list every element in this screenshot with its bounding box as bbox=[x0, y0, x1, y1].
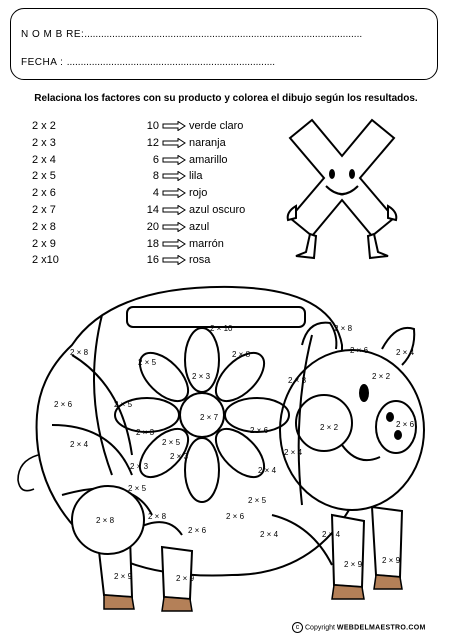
multiplication-sign-mascot bbox=[282, 116, 402, 266]
factors: 2 x 7 bbox=[32, 204, 56, 216]
pig-region-label: 2 × 6 bbox=[350, 346, 369, 355]
copyright-icon: c bbox=[292, 622, 303, 633]
color-name: naranja bbox=[189, 136, 226, 149]
pig-region-label: 2 × 5 bbox=[128, 484, 147, 493]
color-name: marrón bbox=[189, 237, 224, 250]
date-label: FECHA : bbox=[21, 57, 64, 68]
pig-region-label: 2 × 5 bbox=[138, 358, 157, 367]
instruction: Relaciona los factores con su producto y colorea el dibujo según los resultados. bbox=[34, 93, 418, 104]
arrow-right-icon bbox=[162, 155, 186, 165]
pig-region-label: 2 × 2 bbox=[372, 372, 391, 381]
pig-region-label: 2 × 2 bbox=[320, 423, 339, 432]
product: 16 bbox=[146, 254, 159, 267]
name-dots: .................................................................................................... bbox=[84, 29, 363, 40]
pig-region-label: 2 × 3 bbox=[192, 372, 211, 381]
pig-region-label: 2 × 8 bbox=[334, 324, 353, 333]
factors: 2 x 9 bbox=[32, 237, 56, 250]
pig-region-label: 2 × 4 bbox=[260, 530, 279, 539]
pig-region-label: 2 × 8 bbox=[96, 516, 115, 525]
arrow-right-icon bbox=[162, 205, 186, 215]
copyright-text: Copyright bbox=[305, 624, 335, 632]
pig-region-label: 2 × 5 bbox=[162, 438, 181, 447]
product: 10 bbox=[146, 120, 159, 132]
pig-region-label: 2 × 8 bbox=[148, 512, 167, 521]
arrow-right-icon bbox=[162, 171, 186, 181]
pig-region-label: 2 × 6 bbox=[396, 420, 415, 429]
pig-region-label: 2 × 8 bbox=[232, 350, 251, 359]
pig-region-label: 2 × 5 bbox=[114, 400, 133, 409]
color-name: lila bbox=[189, 170, 203, 183]
arrow-right-icon bbox=[162, 138, 186, 148]
header-box bbox=[10, 8, 438, 80]
pig-region-label: 2 × 9 bbox=[176, 574, 195, 583]
pig-region-label: 2 × 7 bbox=[200, 413, 219, 422]
arrow-right-icon bbox=[162, 255, 186, 265]
pig-region-label: 2 × 4 bbox=[284, 448, 303, 457]
factors: 2 x 6 bbox=[32, 187, 56, 200]
product: 18 bbox=[146, 237, 159, 250]
color-name: rojo bbox=[189, 187, 208, 200]
pig-region-label: 2 × 4 bbox=[258, 466, 277, 475]
name-label: N O M B RE: bbox=[21, 29, 85, 40]
factors: 2 x 5 bbox=[32, 170, 56, 183]
pig-region-label: 2 × 6 bbox=[250, 426, 269, 435]
product: 6 bbox=[152, 153, 159, 166]
pig-region-label: 2 × 6 bbox=[54, 400, 73, 409]
pig-region-label: 2 × 9 bbox=[344, 560, 363, 569]
pig-region-label: 2 × 5 bbox=[248, 496, 267, 505]
color-name: azul bbox=[189, 220, 210, 233]
pig-region-label: 2 × 4 bbox=[70, 440, 89, 449]
site-name: WEBDELMAESTRO.COM bbox=[336, 624, 426, 632]
pig-region-label: 2 × 8 bbox=[288, 376, 307, 385]
pig-region-label: 2 × 6 bbox=[188, 526, 207, 535]
factors: 2 x 8 bbox=[32, 220, 56, 233]
color-name: verde claro bbox=[189, 120, 244, 132]
product: 12 bbox=[146, 136, 159, 149]
factors: 2 x 3 bbox=[32, 136, 56, 149]
pig-region-label: 2 × 3 bbox=[136, 428, 155, 437]
color-name: rosa bbox=[189, 254, 211, 267]
pig-region-label: 2 × 4 bbox=[396, 348, 415, 357]
pig-region-label: 2 × 3 bbox=[130, 462, 149, 471]
product: 8 bbox=[152, 170, 159, 183]
arrow-right-icon bbox=[162, 239, 186, 249]
pig-region-label: 2 × 8 bbox=[70, 348, 89, 357]
pig-region-label: 2 × 10 bbox=[210, 324, 233, 333]
arrow-right-icon bbox=[162, 188, 186, 198]
pig-region-label: 2 × 6 bbox=[226, 512, 245, 521]
date-field[interactable] bbox=[21, 57, 321, 68]
piggy-bank-drawing bbox=[12, 275, 442, 615]
pig-region-label: 2 × 4 bbox=[322, 530, 341, 539]
product: 20 bbox=[146, 220, 159, 233]
copyright-footer bbox=[292, 622, 426, 633]
arrow-right-icon bbox=[162, 222, 186, 232]
pig-region-label: 2 × 9 bbox=[114, 572, 133, 581]
pig-region-label: 2 × 3 bbox=[170, 452, 189, 461]
product: 14 bbox=[146, 204, 159, 216]
factors: 2 x10 bbox=[32, 254, 59, 267]
product: 4 bbox=[152, 187, 159, 200]
color-name: amarillo bbox=[189, 153, 228, 166]
factors: 2 x 2 bbox=[32, 120, 56, 132]
name-field[interactable] bbox=[21, 29, 431, 40]
color-name: azul oscuro bbox=[189, 204, 246, 216]
arrow-right-icon bbox=[162, 121, 186, 131]
factors: 2 x 4 bbox=[32, 153, 56, 166]
date-dots: ........................................................................... bbox=[66, 57, 276, 68]
pig-region-label: 2 × 9 bbox=[382, 556, 401, 565]
